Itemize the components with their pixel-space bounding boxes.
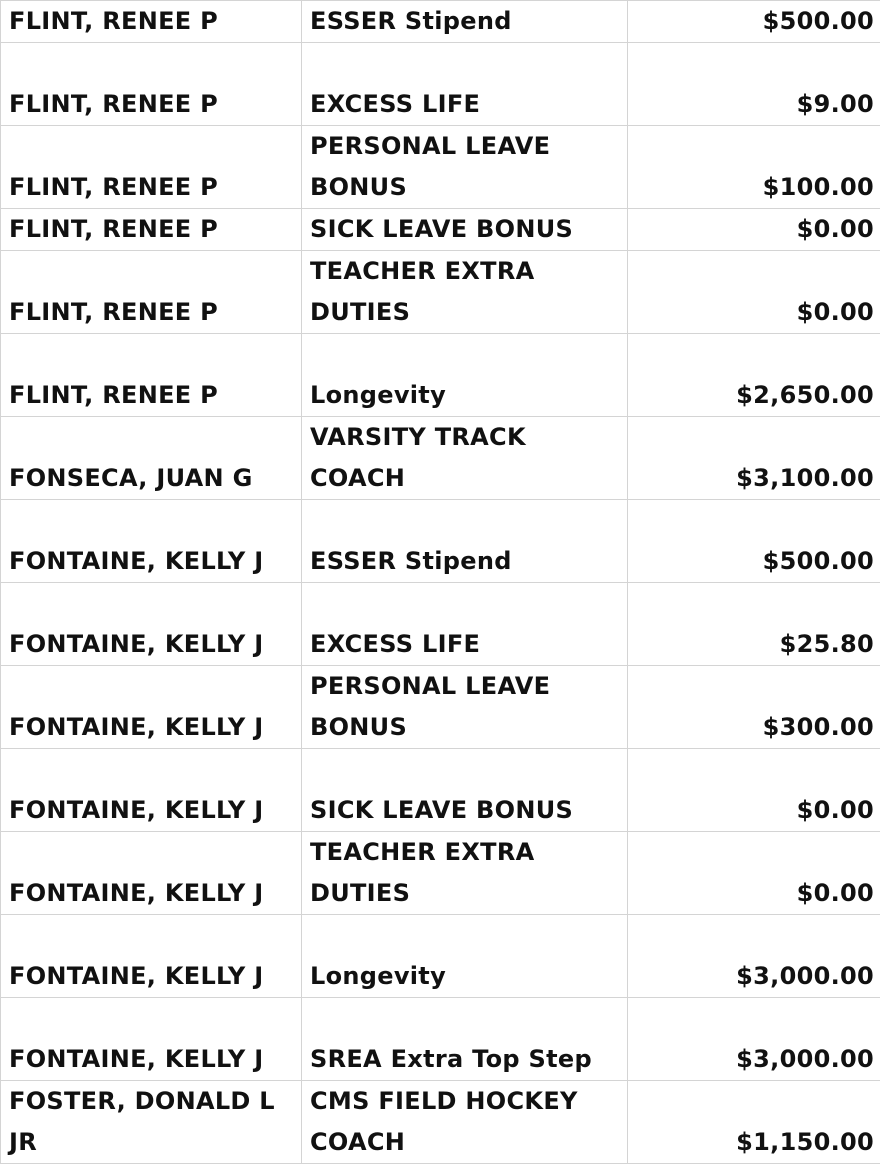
description-cell: EXCESS LIFE: [302, 43, 628, 126]
amount-cell: $100.00: [628, 126, 880, 209]
table-row: [1, 749, 880, 832]
table-row: [1, 915, 880, 998]
table-row: [1, 832, 880, 915]
description-cell: PERSONAL LEAVE BONUS: [302, 126, 628, 209]
amount-cell: $1,150.00: [628, 1081, 880, 1164]
table-row: [1, 1, 880, 43]
description-cell: SREA Extra Top Step: [302, 998, 628, 1081]
employee-name-cell: FLINT, RENEE P: [1, 126, 302, 209]
amount-cell: $300.00: [628, 666, 880, 749]
employee-name-cell: FOSTER, DONALD L JR: [1, 1081, 302, 1164]
employee-name-cell: FONTAINE, KELLY J: [1, 915, 302, 998]
table-row: [1, 126, 880, 209]
employee-name-cell: FONTAINE, KELLY J: [1, 749, 302, 832]
description-cell: SICK LEAVE BONUS: [302, 749, 628, 832]
amount-cell: $0.00: [628, 749, 880, 832]
table-row: [1, 666, 880, 749]
amount-cell: $500.00: [628, 500, 880, 583]
description-cell: VARSITY TRACK COACH: [302, 417, 628, 500]
description-cell: SICK LEAVE BONUS: [302, 209, 628, 251]
employee-name-cell: FLINT, RENEE P: [1, 1, 302, 43]
amount-cell: $0.00: [628, 251, 880, 334]
table-row: [1, 583, 880, 666]
employee-name-cell: FONTAINE, KELLY J: [1, 998, 302, 1081]
employee-name-cell: FLINT, RENEE P: [1, 209, 302, 251]
employee-name-cell: FONTAINE, KELLY J: [1, 666, 302, 749]
employee-name-cell: FONTAINE, KELLY J: [1, 583, 302, 666]
employee-name-cell: FONTAINE, KELLY J: [1, 832, 302, 915]
amount-cell: $3,000.00: [628, 998, 880, 1081]
table-row: [1, 251, 880, 334]
description-cell: Longevity: [302, 915, 628, 998]
table-row: [1, 209, 880, 251]
description-cell: Longevity: [302, 334, 628, 417]
amount-cell: $3,100.00: [628, 417, 880, 500]
description-cell: TEACHER EXTRA DUTIES: [302, 832, 628, 915]
table-row: [1, 334, 880, 417]
table-row: [1, 417, 880, 500]
description-cell: ESSER Stipend: [302, 500, 628, 583]
amount-cell: $2,650.00: [628, 334, 880, 417]
amount-cell: $3,000.00: [628, 915, 880, 998]
table-row: [1, 998, 880, 1081]
employee-name-cell: FONTAINE, KELLY J: [1, 500, 302, 583]
description-cell: EXCESS LIFE: [302, 583, 628, 666]
amount-cell: $25.80: [628, 583, 880, 666]
description-cell: TEACHER EXTRA DUTIES: [302, 251, 628, 334]
amount-cell: $500.00: [628, 1, 880, 43]
employee-name-cell: FLINT, RENEE P: [1, 334, 302, 417]
amount-cell: $0.00: [628, 832, 880, 915]
description-cell: CMS FIELD HOCKEY COACH: [302, 1081, 628, 1164]
employee-name-cell: FLINT, RENEE P: [1, 43, 302, 126]
table-row: [1, 500, 880, 583]
amount-cell: $9.00: [628, 43, 880, 126]
employee-name-cell: FONSECA, JUAN G: [1, 417, 302, 500]
amount-cell: $0.00: [628, 209, 880, 251]
table-row: [1, 1081, 880, 1164]
table-row: [1, 43, 880, 126]
description-cell: PERSONAL LEAVE BONUS: [302, 666, 628, 749]
employee-name-cell: FLINT, RENEE P: [1, 251, 302, 334]
description-cell: ESSER Stipend: [302, 1, 628, 43]
